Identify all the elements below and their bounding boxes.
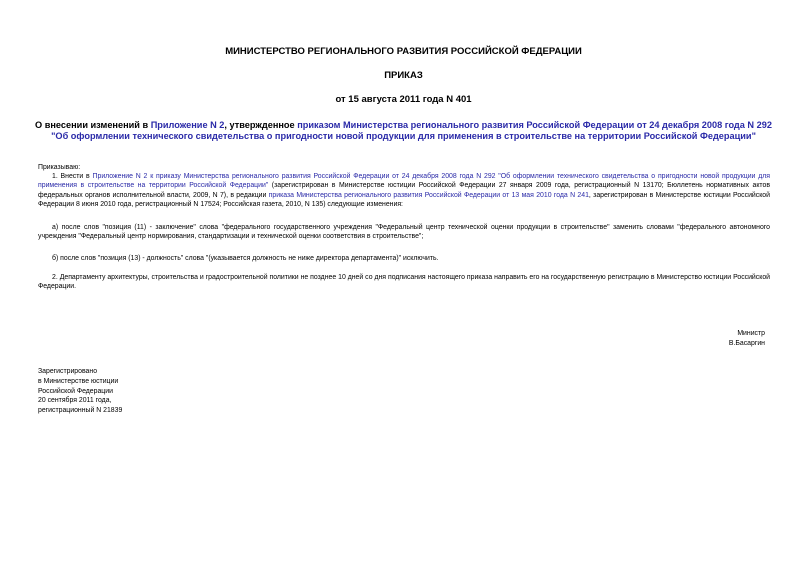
signature-position: Министр xyxy=(737,330,765,337)
registration-line-2: в Министерстве юстиции xyxy=(38,377,119,385)
title-text-2: , утвержденное xyxy=(224,120,298,130)
order-word: Приказываю: xyxy=(38,164,81,171)
paragraph-b: б) после слов "позиция (13) - должность" слова "(указывается должность не ниже директора департамента)" исключить. xyxy=(52,255,439,262)
document-type-heading: ПРИКАЗ xyxy=(384,70,423,81)
date-number-heading: от 15 августа 2011 года N 401 xyxy=(335,94,472,105)
registration-line-4: 20 сентября 2011 года, xyxy=(38,397,112,405)
registration-block xyxy=(38,367,122,416)
title-link-order[interactable]: приказом Министерства регионального развития Российской Федерации от 24 декабря 2008 года N 292 "Об оформлении технического свидетельства о пригодности новой продукции для применения в строительстве на территории Российской Федерации" xyxy=(51,120,772,141)
ministry-heading: МИНИСТЕРСТВО РЕГИОНАЛЬНОГО РАЗВИТИЯ РОССИЙСКОЙ ФЕДЕРАЦИИ xyxy=(225,46,582,57)
signature-block xyxy=(729,329,765,349)
paragraph-1 xyxy=(38,172,770,210)
registration-line-3: Российской Федерации xyxy=(38,387,113,395)
paragraph-1-suffix: , зарегистрирован в Министерстве юстиции Российской Федерации 8 июня 2010 года, регистрационный N 17524; Российская газета, 2010, N 135) следующие изменения: xyxy=(38,191,770,209)
paragraph-1-link-appendix[interactable]: Приложение N 2 к приказу Министерства регионального развития Российской Федерации от 24 декабря 2008 года N 292 "Об оформлении технического свидетельства о пригодности новой продукции для применения в строительстве на территории Российской Федерации" xyxy=(38,173,770,190)
paragraph-1-link-order[interactable]: приказа Министерства регионального развития Российской Федерации от 13 мая 2010 года N 241 xyxy=(268,191,589,199)
paragraph-2: 2. Департаменту архитектуры, строительства и градостроительной политики не позднее 10 дней со дня подписания настоящего приказа направить его на государственную регистрацию в Министерство юстиции Российской Федерации. xyxy=(38,274,770,291)
paragraph-1-middle: (зарегистрирован в Министерстве юстиции Российской Федерации 27 января 2009 года, регистрационный N 13170; Бюллетень нормативных актов федеральных органов исполнительной власти, 2009, N 7), в редакции xyxy=(38,182,770,199)
registration-line-1: Зарегистрировано xyxy=(38,368,98,375)
title-text-1: О внесении изменений в xyxy=(35,120,151,130)
paragraph-a: а) после слов "позиция (11) - заключение" слова "федерального государственного учреждения "Федеральный центр технической оценки продукции в строительстве" заменить словами "федерального автономного учреждения "Федеральный центр нормирования, стандартизации и технической оценки соответствия в строительстве"; xyxy=(38,224,770,241)
paragraph-1-prefix: 1. Внести в xyxy=(52,173,93,180)
signature-name: В.Басаргин xyxy=(728,340,765,347)
document-title xyxy=(30,120,777,142)
title-link-appendix[interactable]: Приложение N 2 xyxy=(150,120,225,130)
registration-line-5: регистрационный N 21839 xyxy=(38,407,123,415)
